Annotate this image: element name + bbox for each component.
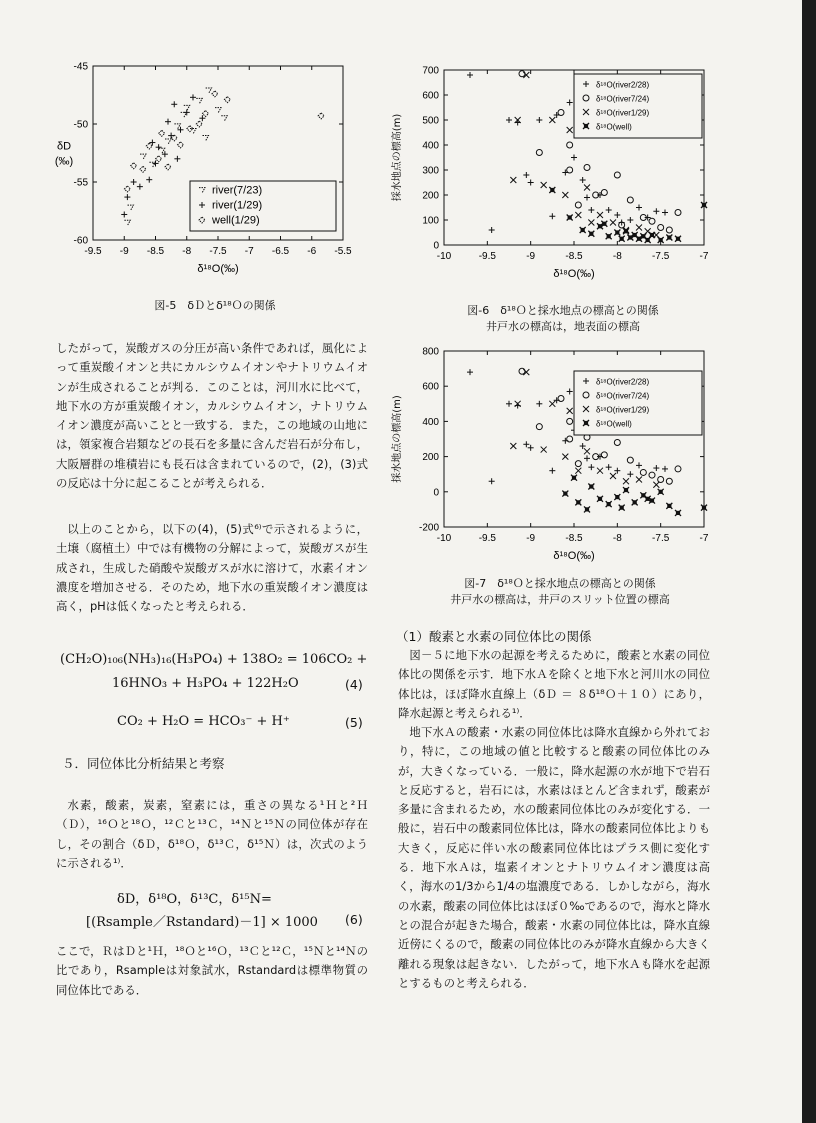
- data-point: [567, 100, 573, 106]
- data-point: [567, 167, 573, 173]
- data-point: [653, 208, 659, 214]
- x-tick-label: -9: [526, 251, 536, 262]
- data-point: [645, 496, 651, 502]
- y-tick-label: -60: [73, 235, 88, 247]
- x-tick-label: -8.5: [565, 251, 583, 262]
- data-point: [159, 148, 165, 153]
- y-tick-label: 0: [433, 240, 439, 252]
- data-point: [221, 116, 227, 121]
- data-point: [178, 142, 184, 148]
- x-axis-label: δ¹⁸O(‰): [553, 550, 595, 562]
- data-point: [675, 466, 681, 472]
- data-point: [489, 478, 495, 484]
- data-point: [549, 117, 555, 123]
- data-point: [601, 452, 607, 458]
- data-point: [662, 466, 668, 472]
- figure-7-caption: [415, 576, 705, 608]
- legend-label: δ¹⁸O(river1/29): [596, 405, 650, 415]
- data-point: [632, 499, 638, 505]
- y-tick-label: 600: [422, 90, 439, 102]
- figure-5: [50, 56, 360, 286]
- data-point: [567, 436, 573, 442]
- equation-5-number: (5): [345, 715, 363, 730]
- data-point: [523, 369, 529, 375]
- data-point: [614, 172, 620, 178]
- y-tick-label: 700: [422, 65, 439, 77]
- data-point: [575, 499, 581, 505]
- x-tick-label: -8: [182, 246, 192, 257]
- data-point: [528, 445, 534, 451]
- right-paragraph-1: 図－５に地下水の起源を考えるために，酸素と水素の同位体比の関係を示す．地下水Ａを除くと地下水と河川水の同位体比は，ほぼ降水直線上（δＤ ＝ ８δ¹⁸Ｏ＋１０）にあり，降水起源と考えられる¹⁾．: [398, 648, 710, 720]
- data-point: [571, 155, 577, 161]
- data-point: [562, 491, 568, 497]
- data-point: [536, 424, 542, 430]
- y-tick-label: 200: [422, 190, 439, 202]
- data-point: [580, 177, 586, 183]
- data-point: [675, 510, 681, 516]
- data-point: [588, 220, 594, 226]
- y-tick-label: -200: [418, 522, 439, 534]
- figure-7-caption-line1: 図-7 δ¹⁸Ｏと採水地点の標高との関係: [464, 577, 656, 590]
- legend-label: δ¹⁸O(river7/24): [596, 391, 650, 401]
- data-point: [614, 468, 620, 474]
- data-point: [575, 212, 581, 218]
- x-tick-label: -10: [436, 251, 452, 262]
- data-point: [187, 126, 193, 132]
- equation-4-line1: (CH₂O)₁₀₆(NH₃)₁₆(H₃PO₄) + 138O₂ = 106CO₂ +: [60, 652, 368, 667]
- left-paragraph-1: したがって，炭酸ガスの分圧が高い条件であれば，風化によって重炭酸イオンと共にカルシウムイオンやナトリウムイオンが生成されることが判る．このことは，河川水に比べて，地下水の方が重炭酸イオン，カルシウムイオン，ナトリウムイオン濃度が高いことと一致する．また，この地域の山地には，領家複合岩類などの長石を多量に含んだ岩石が分布し，大阪層群の堆積岩にも長石は含まれているので，(2)，(3)式の反応は十分に起こることが考えられる．: [56, 341, 368, 491]
- y-tick-label: -45: [73, 61, 88, 73]
- data-point: [536, 401, 542, 407]
- legend-label: river(7/23): [212, 184, 263, 197]
- data-point: [658, 489, 664, 495]
- data-point: [571, 475, 577, 481]
- data-point: [165, 119, 171, 125]
- equation-4-line2: 16HNO₃ + H₃PO₄ + 122H₂O: [112, 676, 299, 691]
- y-tick-label: 500: [422, 115, 439, 127]
- x-tick-label: -8: [612, 533, 622, 544]
- data-point: [575, 461, 581, 467]
- data-point: [666, 478, 672, 484]
- figure-7-caption-line2: 井戸水の標高は，井戸のスリット位置の標高: [450, 593, 670, 606]
- y-tick-label: 800: [422, 346, 439, 358]
- equation-6-line2: [(Rsample／Rstandard)－1] × 1000: [86, 915, 318, 930]
- data-point: [636, 476, 642, 482]
- y-tick-label: 0: [433, 487, 439, 499]
- data-point: [627, 457, 633, 463]
- y-tick-label: 400: [422, 416, 439, 428]
- data-point: [606, 207, 612, 213]
- x-tick-label: -7: [699, 533, 709, 544]
- data-point: [196, 98, 202, 103]
- data-point: [623, 478, 629, 484]
- equation-6-line1: δD，δ¹⁸O，δ¹³C，δ¹⁵N=: [117, 892, 272, 907]
- y-tick-label: 400: [422, 140, 439, 152]
- data-point: [597, 468, 603, 474]
- x-tick-label: -7.5: [652, 533, 670, 544]
- data-point: [199, 115, 205, 121]
- figure-6-caption-line2: 井戸水の標高は，地表面の標高: [486, 320, 640, 333]
- x-tick-label: -7: [699, 251, 709, 262]
- data-point: [640, 469, 646, 475]
- y-tick-label: -55: [73, 177, 88, 189]
- data-point: [567, 127, 573, 133]
- data-point: [610, 473, 616, 479]
- legend-label: δ¹⁸O(river2/28): [596, 377, 650, 387]
- data-point: [588, 484, 594, 490]
- data-point: [601, 221, 607, 227]
- data-point: [159, 130, 165, 136]
- data-point: [549, 468, 555, 474]
- data-point: [224, 97, 230, 103]
- x-tick-label: -9: [119, 246, 129, 257]
- data-point: [149, 140, 155, 146]
- data-point: [636, 225, 642, 231]
- data-point: [203, 111, 209, 117]
- subsection-heading: （1）酸素と水素の同位体比の関係: [396, 629, 592, 644]
- data-point: [146, 177, 152, 183]
- y-axis-label: 採水地点の標高(m): [392, 113, 403, 202]
- data-point: [567, 388, 573, 394]
- x-tick-label: -8.5: [146, 246, 165, 257]
- legend-label: δ¹⁸O(river2/28): [596, 80, 650, 90]
- x-tick-label: -9.5: [478, 251, 496, 262]
- x-tick-label: -9: [526, 533, 536, 544]
- x-tick-label: -8: [612, 251, 622, 262]
- y-axis-label: δD: [56, 140, 72, 153]
- data-point: [580, 443, 586, 449]
- data-point: [165, 164, 171, 170]
- data-point: [610, 220, 616, 226]
- data-point: [649, 218, 655, 224]
- data-point: [584, 506, 590, 512]
- data-point: [623, 487, 629, 493]
- data-point: [212, 91, 218, 97]
- section-heading: ５．同位体比分析結果と考察: [62, 756, 225, 771]
- x-axis-label: δ¹⁸O(‰): [197, 263, 239, 275]
- figure-7: [392, 345, 717, 573]
- data-point: [536, 117, 542, 123]
- data-point: [649, 472, 655, 478]
- figure-5-caption: 図-5 δＤとδ¹⁸Ｏの関係: [154, 299, 276, 312]
- data-point: [519, 71, 525, 77]
- data-point: [523, 441, 529, 447]
- left-paragraph-4: ここで，ＲはＤと¹Ｈ，¹⁸Ｏと¹⁶Ｏ，¹³Ｃと¹²Ｃ，¹⁵Ｎと¹⁴Ｎの比であり，Rsampleは対象試水，Rstandardは標準物質の同位体比である．: [56, 944, 368, 997]
- data-point: [203, 136, 209, 141]
- data-point: [588, 464, 594, 470]
- data-point: [510, 177, 516, 183]
- data-point: [666, 235, 672, 241]
- data-point: [541, 447, 547, 453]
- data-point: [558, 110, 564, 116]
- y-axis-label: 採水地点の標高(m): [392, 395, 403, 483]
- data-point: [124, 194, 130, 200]
- figure-6: [392, 60, 717, 285]
- data-point: [171, 101, 177, 107]
- data-point: [137, 184, 143, 190]
- equation-4-number: (4): [345, 677, 363, 692]
- data-point: [131, 163, 137, 169]
- left-paragraph-3: 水素，酸素，炭素，窒素には，重さの異なる¹Ｈと²Ｈ（Ｄ），¹⁶Ｏと¹⁸Ｏ，¹²Ｃと¹³Ｃ，¹⁴Ｎと¹⁵Ｎの同位体が存在し，その割合（δＤ，δ¹⁸Ｏ，δ¹³Ｃ，δ¹⁵Ｎ）は，次式のように示される¹⁾．: [56, 798, 368, 870]
- data-point: [588, 207, 594, 213]
- x-tick-label: -9.5: [84, 246, 102, 257]
- data-point: [190, 94, 196, 100]
- x-tick-label: -6: [307, 246, 317, 257]
- data-point: [567, 408, 573, 414]
- data-point: [181, 112, 187, 117]
- x-tick-label: -7.5: [209, 246, 227, 257]
- data-point: [140, 166, 146, 172]
- equation-6-number: (6): [345, 912, 363, 927]
- left-paragraph-2: 以上のことから，以下の(4)，(5)式⁶⁾で示されるように，土壌（腐植土）中では有機物の分解によって，炭酸ガスが生成され，生成した硝酸や炭酸ガスが水に溶けて，水素イオン濃度を増加させる．そのため，地下水の重炭酸イオン濃度は高く，pHは低くなったと考えられる．: [56, 522, 368, 614]
- x-tick-label: -6.5: [271, 246, 290, 257]
- data-point: [528, 180, 534, 186]
- data-point: [653, 482, 659, 488]
- data-point: [549, 401, 555, 407]
- y-tick-label: 100: [422, 215, 439, 227]
- y-tick-label: -50: [73, 119, 88, 131]
- equation-5: CO₂ + H₂O = HCO₃⁻ + H⁺: [117, 714, 290, 729]
- data-point: [174, 156, 180, 162]
- x-tick-label: -7.5: [652, 251, 670, 262]
- data-point: [174, 124, 180, 129]
- data-point: [140, 154, 146, 159]
- data-point: [549, 187, 555, 193]
- data-point: [536, 150, 542, 156]
- data-point: [614, 494, 620, 500]
- data-point: [165, 139, 171, 144]
- data-point: [558, 396, 564, 402]
- data-point: [627, 197, 633, 203]
- data-point: [614, 212, 620, 218]
- figure-6-caption: [438, 303, 688, 335]
- legend-label: δ¹⁸O(river1/29): [596, 108, 650, 118]
- data-point: [567, 418, 573, 424]
- data-point: [597, 496, 603, 502]
- data-point: [523, 172, 529, 178]
- data-point: [627, 217, 633, 223]
- figure-7-chart: [392, 345, 717, 573]
- data-point: [131, 179, 137, 185]
- data-point: [584, 448, 590, 454]
- data-point: [675, 210, 681, 216]
- x-tick-label: -5.5: [334, 246, 352, 257]
- data-point: [567, 142, 573, 148]
- data-point: [584, 185, 590, 191]
- data-point: [666, 503, 672, 509]
- data-point: [549, 213, 555, 219]
- figure-6-chart: [392, 60, 717, 285]
- legend-label: well(1/29): [212, 214, 260, 227]
- data-point: [215, 108, 221, 113]
- data-point: [156, 144, 162, 150]
- data-point: [606, 501, 612, 507]
- data-point: [588, 231, 594, 237]
- data-point: [467, 72, 473, 78]
- legend-label: δ¹⁸O(well): [596, 419, 632, 429]
- legend-label: river(1/29): [212, 199, 263, 212]
- data-point: [541, 182, 547, 188]
- data-point: [658, 476, 664, 482]
- data-point: [649, 232, 655, 238]
- data-point: [567, 215, 573, 221]
- data-point: [614, 230, 620, 236]
- x-axis-label: δ¹⁸O(‰): [553, 268, 595, 280]
- data-point: [662, 210, 668, 216]
- data-point: [467, 369, 473, 375]
- data-point: [318, 113, 324, 119]
- data-point: [658, 225, 664, 231]
- data-point: [636, 205, 642, 211]
- data-point: [146, 143, 152, 149]
- data-point: [601, 190, 607, 196]
- x-tick-label: -8.5: [565, 533, 583, 544]
- y-tick-label: 300: [422, 165, 439, 177]
- data-point: [584, 165, 590, 171]
- data-point: [206, 88, 212, 93]
- data-point: [489, 227, 495, 233]
- data-point: [156, 156, 162, 162]
- data-point: [627, 471, 633, 477]
- data-point: [575, 202, 581, 208]
- y-tick-label: 200: [422, 452, 439, 464]
- legend-label: δ¹⁸O(well): [596, 122, 632, 132]
- data-point: [562, 192, 568, 198]
- data-point: [580, 227, 586, 233]
- data-point: [128, 205, 134, 210]
- data-point: [153, 160, 159, 166]
- data-point: [653, 465, 659, 471]
- scan-edge: [802, 0, 816, 1123]
- data-point: [124, 220, 130, 225]
- legend-label: δ¹⁸O(river7/24): [596, 94, 650, 104]
- data-point: [196, 121, 202, 127]
- y-tick-label: 600: [422, 381, 439, 393]
- data-point: [666, 227, 672, 233]
- data-point: [606, 233, 612, 239]
- data-point: [562, 454, 568, 460]
- data-point: [519, 368, 525, 374]
- data-point: [675, 236, 681, 242]
- x-tick-label: -9.5: [478, 533, 496, 544]
- data-point: [506, 401, 512, 407]
- data-point: [619, 236, 625, 242]
- data-point: [606, 464, 612, 470]
- data-point: [614, 440, 620, 446]
- data-point: [190, 129, 196, 134]
- figure-6-caption-line1: 図-6 δ¹⁸Ｏと採水地点の標高との関係: [467, 304, 659, 317]
- y-axis-label: (‰): [54, 155, 74, 168]
- data-point: [124, 186, 130, 192]
- data-point: [584, 455, 590, 461]
- figure-5-chart: [50, 56, 360, 286]
- data-point: [584, 195, 590, 201]
- x-tick-label: -7: [244, 246, 254, 257]
- right-paragraph-2: 地下水Ａの酸素・水素の同位体比は降水直線から外れており，特に，この地域の値と比較すると酸素の同位体比のみが，大きくなっている．一般に，降水起源の水が地下で岩石と反応すると，岩石には，水素はほとんど含まれず，酸素が多量に含まれるため，水の酸素同位体比のみが変化する．一般に，岩石中の酸素同位体比は，降水の酸素同位体比よりも大きく，反応に伴い水の酸素同位体比はプラス側に変化する．地下水Ａは，塩素イオンとナトリウムイオン濃度は高く，海水の1/3から1/4の塩濃度である．しかしながら，海水の水素，酸素の同位体比はほぼ０‰であるので，海水と降水との混合が起きた場合，酸素・水素の同位体比は，降水直線近傍にくるので，酸素の同位体比のみが降水直線から大きく離れる現象は起きない．したがって，地下水Ａも降水を起源とするものと考えられる．: [398, 725, 710, 990]
- data-point: [184, 109, 190, 115]
- data-point: [121, 211, 127, 217]
- data-point: [575, 468, 581, 474]
- data-point: [597, 212, 603, 218]
- data-point: [506, 117, 512, 123]
- x-tick-label: -10: [436, 533, 452, 544]
- data-point: [619, 505, 625, 511]
- data-point: [623, 228, 629, 234]
- data-point: [510, 443, 516, 449]
- data-point: [636, 462, 642, 468]
